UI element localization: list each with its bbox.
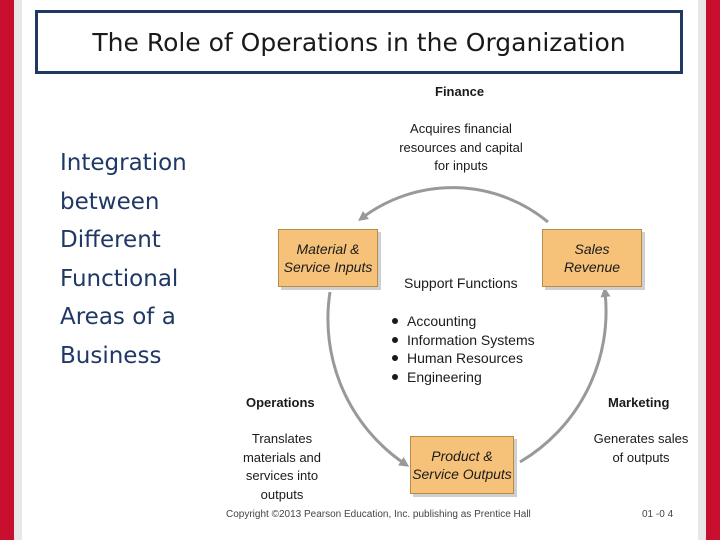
right-border-shade	[698, 0, 706, 540]
side-line: Integration	[60, 150, 187, 176]
side-line: Different	[60, 227, 161, 253]
left-border-shade	[14, 0, 22, 540]
operations-description	[230, 430, 334, 504]
side-line: between	[60, 188, 160, 215]
right-red-border	[706, 0, 720, 540]
operations-desc-line: Translates	[251, 431, 313, 446]
marketing-desc-line: Generates sales	[593, 431, 689, 446]
finance-label: Finance	[435, 84, 485, 99]
box-line: Material &	[296, 241, 360, 257]
side-line: Business	[60, 342, 162, 369]
page-number: 01 -0 4	[642, 509, 674, 520]
sales-revenue-box	[542, 229, 642, 287]
list-item: Engineering	[390, 368, 535, 387]
copyright-text: Copyright ©2013 Pearson Education, Inc. publishing as Prentice Hall	[226, 509, 531, 520]
operations-desc-line: materials and	[242, 449, 322, 465]
finance-description	[390, 120, 532, 176]
title-box	[35, 10, 683, 74]
side-line: Areas of a	[60, 304, 176, 330]
side-line: Functional	[60, 265, 179, 292]
marketing-description	[588, 430, 694, 467]
product-service-outputs-box	[410, 436, 514, 494]
box-line: Product &	[431, 448, 493, 464]
finance-desc-line: Acquires financial	[410, 121, 512, 136]
support-functions-list	[390, 312, 535, 386]
finance-desc-line: for inputs	[434, 158, 488, 173]
arrow-finance-to-inputs	[362, 188, 548, 222]
marketing-desc-line: of outputs	[612, 449, 670, 465]
side-text	[60, 144, 230, 375]
slide-title: The Role of Operations in the Organization	[92, 27, 626, 57]
finance-desc-line: resources and capital	[399, 139, 523, 155]
support-functions-title: Support Functions	[404, 275, 518, 291]
list-item: Accounting	[390, 312, 535, 331]
operations-desc-line: services into	[245, 468, 319, 483]
box-line: Service Inputs	[283, 259, 373, 275]
material-service-inputs-box	[278, 229, 378, 287]
left-red-border	[0, 0, 14, 540]
operations-desc-line: outputs	[260, 486, 304, 502]
box-line: Revenue	[563, 259, 621, 275]
marketing-label: Marketing	[608, 395, 670, 410]
box-line: Service Outputs	[412, 466, 512, 482]
list-item: Information Systems	[390, 331, 535, 350]
list-item: Human Resources	[390, 349, 535, 368]
operations-label: Operations	[246, 395, 315, 410]
box-line: Sales	[574, 241, 610, 257]
